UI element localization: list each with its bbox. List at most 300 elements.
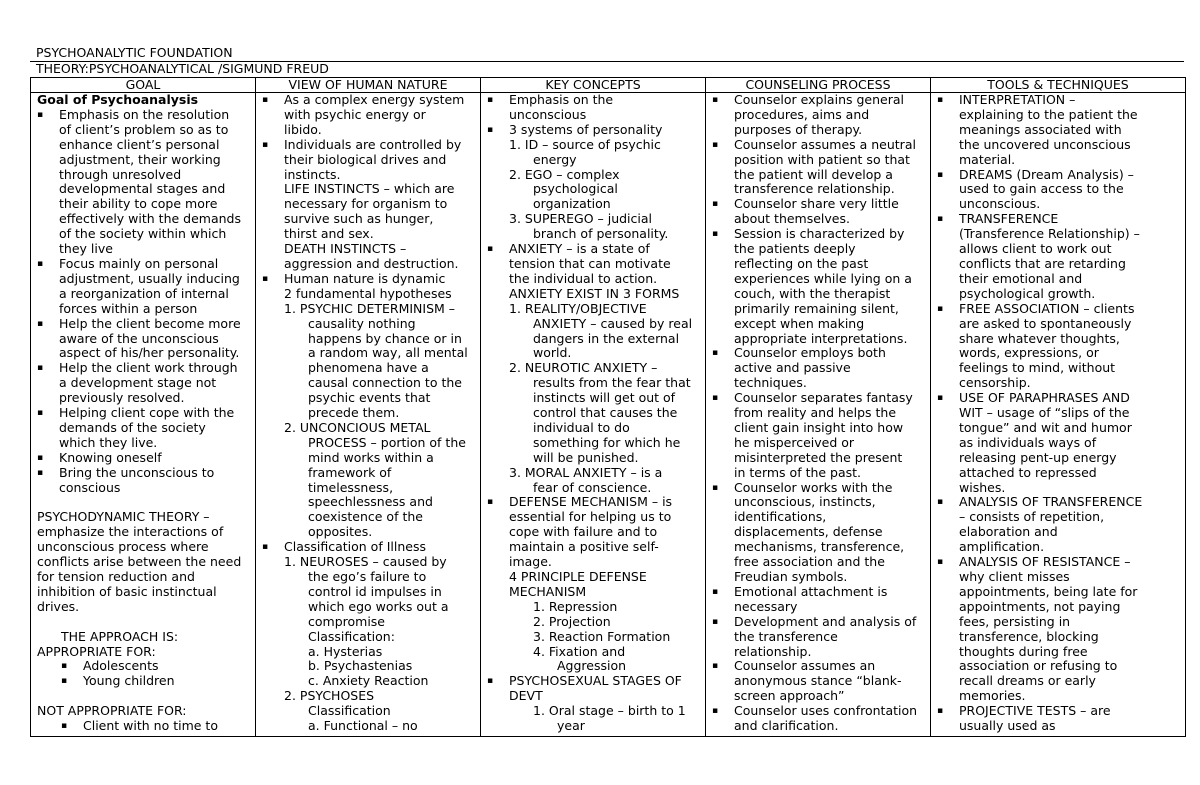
list-item: [931, 495, 1185, 510]
text-line: causal connection to the: [308, 375, 462, 391]
text-line: of client’s problem so as to: [59, 121, 229, 137]
text-line: timelessness,: [308, 479, 394, 495]
text-line: inhibition of basic instinctual: [37, 583, 217, 599]
text-line: mechanisms, transference,: [734, 539, 905, 555]
bullet-item: USE OF PARAPHRASES AND: [959, 390, 1130, 406]
text-line: tension that can motivate: [509, 255, 671, 271]
text-line: conscious: [59, 479, 121, 495]
bullet-icon: ▪: [262, 542, 269, 553]
text-line: a. Functional – no: [308, 718, 418, 734]
text-line: as individuals ways of: [959, 434, 1097, 450]
bullet-item: FREE ASSOCIATION – clients: [959, 300, 1135, 316]
text-line: DEATH INSTINCTS –: [284, 241, 407, 257]
text-line: Goal of Psychoanalysis: [37, 93, 199, 107]
text-line: misinterpreted the present: [734, 449, 903, 465]
text-line: unconscious process where: [37, 539, 209, 555]
document-title: PSYCHOANALYTIC FOUNDATION: [36, 45, 233, 60]
human-nature-cell-content: [256, 93, 480, 736]
text-line: results from the fear that: [533, 375, 691, 391]
text-line: fear of conscience.: [533, 479, 652, 495]
bullet-item: Counselor assumes a neutral: [734, 136, 916, 152]
text-line: will be punished.: [533, 449, 639, 465]
text-line: 1. Oral stage – birth to 1: [533, 703, 686, 719]
list-item: [31, 719, 255, 734]
bullet-item: Individuals are controlled by: [284, 136, 462, 152]
text-line: 2. NEUROTIC ANXIETY –: [509, 360, 658, 376]
text-line: thirst and sex.: [284, 226, 374, 242]
text-line: in terms of the past.: [734, 464, 862, 480]
list-item: [481, 674, 705, 689]
text-line: developmental stages and: [59, 181, 226, 197]
text-line: 2. Projection: [533, 613, 611, 629]
text-line: unconscious.: [959, 196, 1041, 212]
list-item: [31, 108, 255, 123]
bullet-item: Development and analysis of: [734, 613, 917, 629]
text-line: unconscious: [509, 106, 587, 122]
bullet-item: PSYCHOSEXUAL STAGES OF: [509, 673, 682, 689]
bullet-item: Helping client cope with the: [59, 405, 235, 421]
text-line: wishes.: [959, 479, 1006, 495]
text-line: – consists of repetition,: [959, 509, 1105, 525]
bullet-item: Focus mainly on personal: [59, 255, 219, 271]
text-line: emphasize the interactions of: [37, 524, 224, 540]
text-line: drives.: [37, 598, 80, 614]
text-line: 1. ID – source of psychic: [509, 136, 661, 152]
text-line: compromise: [308, 613, 385, 629]
text-line: PROCESS – portion of the: [308, 434, 466, 450]
bullet-item: Bring the unconscious to: [59, 464, 215, 480]
text-line: free association and the: [734, 554, 885, 570]
text-line: organization: [533, 196, 611, 212]
list-item: [706, 481, 930, 496]
text-line: their emotional and: [959, 270, 1083, 286]
text-line: tongue” and wit and humor: [959, 419, 1132, 435]
bullet-icon: ▪: [37, 363, 44, 374]
list-item: [31, 674, 255, 689]
column-header-view-of-human-nature: VIEW OF HUMAN NATURE: [256, 78, 481, 93]
text-line: fees, persisting in: [959, 613, 1071, 629]
text-line: happens by chance or in: [308, 330, 462, 346]
list-item: [256, 540, 480, 555]
bullet-icon: ▪: [262, 139, 269, 150]
text-line: appointments, not paying: [959, 598, 1121, 614]
bullet-icon: ▪: [712, 229, 719, 240]
text-line: effectively with the demands: [59, 211, 241, 227]
list-item: [706, 704, 930, 719]
text-line: amplification.: [959, 539, 1045, 555]
bullet-icon: ▪: [937, 214, 944, 225]
bullet-item: Counselor explains general: [734, 93, 904, 107]
text-line: used to gain access to the: [959, 181, 1124, 197]
text-line: Aggression: [557, 658, 627, 674]
text-line: their ability to cope more: [59, 196, 218, 212]
text-line: for tension reduction and: [37, 569, 195, 584]
bullet-item: Classification of Illness: [284, 539, 426, 555]
bullet-icon: ▪: [712, 393, 719, 404]
text-line: 1. REALITY/OBJECTIVE: [509, 300, 647, 316]
text-line: he misperceived or: [734, 434, 855, 450]
bullet-icon: ▪: [61, 661, 68, 672]
bullet-icon: ▪: [262, 95, 269, 105]
text-line: displacements, defense: [734, 524, 883, 540]
text-line: meanings associated with: [959, 121, 1122, 137]
text-line: techniques.: [734, 375, 807, 391]
bullet-item: Human nature is dynamic: [284, 270, 446, 286]
list-item: [931, 391, 1185, 406]
text-line: psychological growth.: [959, 285, 1096, 301]
header-row: [31, 78, 1186, 93]
bullet-item: PROJECTIVE TESTS – are: [959, 703, 1111, 719]
key-concepts-cell: [481, 93, 706, 737]
list-item: [706, 391, 930, 406]
bullet-item: Session is characterized by: [734, 226, 905, 242]
bullet-item: ANALYSIS OF TRANSFERENCE: [959, 494, 1143, 510]
text-line: maintain a positive self-: [509, 539, 659, 555]
bullet-icon: ▪: [262, 273, 269, 284]
text-line: conflicts arise between the need: [37, 554, 242, 570]
text-line: instincts will get out of: [533, 390, 676, 406]
text-line: 3. Reaction Formation: [533, 628, 671, 644]
bullet-item: Help the client work through: [59, 360, 238, 376]
list-item: [31, 317, 255, 332]
bullet-icon: ▪: [937, 557, 944, 568]
text-line: words, expressions, or: [959, 345, 1099, 361]
text-line: 2. EGO – complex: [509, 166, 620, 182]
text-line: a. Hysterias: [308, 643, 383, 659]
text-line: 2. PSYCHOSES: [284, 688, 375, 704]
text-line: control id impulses in: [308, 583, 442, 599]
bullet-icon: ▪: [487, 497, 494, 508]
list-item: [31, 466, 255, 481]
text-line: adjustment, usually inducing: [59, 270, 240, 286]
text-line: allows client to work out: [959, 241, 1112, 257]
text-line: identifications,: [734, 509, 827, 525]
text-line: with psychic energy or: [284, 106, 426, 122]
text-line: framework of: [308, 464, 392, 480]
text-line: necessary for organism to: [284, 196, 448, 212]
text-line: opposites.: [308, 524, 373, 540]
bullet-icon: ▪: [712, 482, 719, 493]
tools-techniques-cell: [931, 93, 1186, 737]
list-item: [931, 93, 1185, 108]
text-line: explaining to the patient the: [959, 106, 1138, 122]
text-line: NOT APPROPRIATE FOR:: [37, 703, 187, 719]
text-line: energy: [533, 151, 577, 167]
text-line: about themselves.: [734, 211, 850, 227]
text-line: Classification: [308, 703, 391, 719]
human-nature-cell: [256, 93, 481, 737]
text-line: world.: [533, 345, 572, 361]
text-line: unconscious, instincts,: [734, 494, 876, 510]
key-concepts-cell-content: [481, 93, 705, 736]
list-item: [706, 615, 930, 630]
text-line: appointments, being late for: [959, 583, 1138, 599]
bullet-item: Adolescents: [83, 658, 159, 674]
text-line: MECHANISM: [509, 583, 587, 599]
bullet-item: Counselor separates fantasy: [734, 390, 913, 406]
text-line: of the society within which: [59, 226, 227, 242]
text-line: PSYCHODYNAMIC THEORY –: [37, 509, 210, 525]
counseling-process-cell-content: [706, 93, 930, 736]
text-line: the ego’s failure to: [308, 569, 427, 584]
text-line: aspect of his/her personality.: [59, 345, 240, 361]
text-line: association or refusing to: [959, 658, 1118, 674]
text-line: Freudian symbols.: [734, 569, 848, 584]
bullet-icon: ▪: [37, 467, 44, 478]
bullet-icon: ▪: [37, 318, 44, 329]
text-line: share whatever thoughts,: [959, 330, 1120, 346]
text-line: LIFE INSTINCTS – which are: [284, 181, 455, 197]
list-item: [706, 227, 930, 242]
bullet-icon: ▪: [61, 721, 68, 732]
text-line: 3. SUPEREGO – judicial: [509, 211, 653, 227]
text-line: from reality and helps the: [734, 405, 897, 421]
bullet-item: Counselor employs both: [734, 345, 886, 361]
text-line: position with patient so that: [734, 151, 910, 167]
bullet-item: As a complex energy system: [284, 93, 465, 107]
text-line: phenomena have a: [308, 360, 429, 376]
list-item: [706, 659, 930, 674]
list-item: [256, 272, 480, 287]
text-line: previously resolved.: [59, 390, 185, 406]
bullet-icon: ▪: [712, 616, 719, 627]
text-line: relationship.: [734, 643, 812, 659]
text-line: couch, with the therapist: [734, 285, 891, 301]
column-header-counseling-process: COUNSELING PROCESS: [706, 78, 931, 93]
bullet-icon: ▪: [712, 95, 719, 105]
text-line: control that causes the: [533, 405, 678, 421]
bullet-icon: ▪: [937, 497, 944, 508]
list-item: [931, 704, 1185, 719]
text-line: ANXIETY – caused by real: [533, 315, 693, 331]
text-line: [31, 689, 255, 704]
list-item: [706, 93, 930, 108]
text-line: THE APPROACH IS:: [61, 628, 179, 644]
text-line: releasing pent-up energy: [959, 449, 1117, 465]
text-line: a reorganization of internal: [59, 285, 229, 301]
bullet-icon: ▪: [37, 109, 44, 120]
list-item: [706, 197, 930, 212]
bullet-item: Counselor assumes an: [734, 658, 876, 674]
bullet-icon: ▪: [937, 393, 944, 404]
bullet-icon: ▪: [487, 244, 494, 255]
goal-cell: [31, 93, 256, 737]
bullet-icon: ▪: [712, 348, 719, 359]
list-item: [931, 555, 1185, 570]
text-line: procedures, aims and: [734, 106, 870, 122]
text-line: and clarification.: [734, 718, 839, 734]
text-line: the uncovered unconscious: [959, 136, 1131, 152]
text-line: which they live.: [59, 434, 158, 450]
text-line: why client misses: [959, 569, 1070, 584]
text-line: a development stage not: [59, 375, 217, 391]
text-line: causality nothing: [308, 315, 416, 331]
text-line: year: [557, 718, 585, 734]
text-line: anonymous stance “blank-: [734, 673, 902, 689]
text-line: adjustment, their working: [59, 151, 221, 167]
bullet-icon: ▪: [487, 124, 494, 135]
list-item: [31, 361, 255, 376]
bullet-icon: ▪: [712, 199, 719, 210]
content-row: [31, 93, 1186, 737]
bullet-item: DREAMS (Dream Analysis) –: [959, 166, 1134, 182]
list-item: [706, 138, 930, 153]
text-line: 1. Repression: [533, 598, 618, 614]
text-line: cope with failure and to: [509, 524, 658, 540]
bullet-item: Emphasis on the resolution: [59, 106, 230, 122]
bullet-item: Knowing oneself: [59, 449, 162, 465]
text-line: the transference: [734, 628, 838, 644]
text-line: purposes of therapy.: [734, 121, 863, 137]
bullet-item: ANALYSIS OF RESISTANCE –: [959, 554, 1131, 570]
text-line: 4 PRINCIPLE DEFENSE: [509, 569, 647, 584]
bullet-icon: ▪: [712, 661, 719, 672]
bullet-item: Counselor share very little: [734, 196, 899, 212]
column-header-tools-techniques: TOOLS & TECHNIQUES: [931, 78, 1186, 93]
list-item: [706, 346, 930, 361]
text-line: b. Psychastenias: [308, 658, 413, 674]
text-line: through unresolved: [59, 166, 182, 182]
column-header-key-concepts: KEY CONCEPTS: [481, 78, 706, 93]
bullet-item: Emotional attachment is: [734, 583, 888, 599]
text-line: recall dreams or early: [959, 673, 1096, 689]
text-line: individual to do: [533, 419, 630, 435]
bullet-item: Counselor works with the: [734, 479, 893, 495]
list-item: [31, 659, 255, 674]
text-line: [31, 615, 255, 630]
bullet-item: Emphasis on the: [509, 93, 614, 107]
text-line: usually used as: [959, 718, 1056, 734]
list-item: [931, 302, 1185, 317]
text-line: experiences while lying on a: [734, 270, 912, 286]
bullet-icon: ▪: [712, 586, 719, 597]
text-line: primarily remaining silent,: [734, 300, 899, 316]
bullet-icon: ▪: [712, 139, 719, 150]
text-line: psychic events that: [308, 390, 431, 406]
bullet-icon: ▪: [61, 676, 68, 687]
text-line: appropriate interpretations.: [734, 330, 908, 346]
tools-techniques-cell-content: [931, 93, 1185, 736]
list-item: [31, 451, 255, 466]
bullet-icon: ▪: [937, 95, 944, 105]
goal-cell-content: [31, 93, 255, 736]
text-line: aggression and destruction.: [284, 255, 459, 271]
text-line: demands of the society: [59, 419, 206, 435]
text-line: branch of personality.: [533, 226, 669, 242]
list-item: [931, 212, 1185, 227]
text-line: dangers in the external: [533, 330, 680, 346]
text-line: elaboration and: [959, 524, 1058, 540]
list-item: [256, 138, 480, 153]
text-line: thoughts during free: [959, 643, 1088, 659]
text-line: except when making: [734, 315, 865, 331]
list-item: [481, 123, 705, 138]
list-item: [706, 585, 930, 600]
text-line: memories.: [959, 688, 1026, 704]
text-line: 3. MORAL ANXIETY – is a: [509, 464, 663, 480]
text-line: c. Anxiety Reaction: [308, 673, 429, 689]
bullet-icon: ▪: [937, 303, 944, 314]
list-item: [481, 495, 705, 510]
summary-table: [30, 77, 1186, 737]
bullet-icon: ▪: [487, 95, 494, 105]
text-line: transference relationship.: [734, 181, 895, 197]
text-line: they live: [59, 241, 113, 257]
text-line: conflicts that are retarding: [959, 255, 1126, 271]
bullet-icon: ▪: [37, 408, 44, 419]
text-line: mind works within a: [308, 449, 434, 465]
text-line: the individual to action.: [509, 270, 658, 286]
text-line: essential for helping us to: [509, 509, 672, 525]
text-line: image.: [509, 554, 552, 570]
text-line: speechlessness and: [308, 494, 433, 510]
text-line: DEVT: [509, 688, 543, 704]
bullet-icon: ▪: [37, 452, 44, 463]
text-line: aware of the unconscious: [59, 330, 219, 346]
text-line: APPROPRIATE FOR:: [37, 643, 156, 659]
text-line: ANXIETY EXIST IN 3 FORMS: [509, 285, 680, 301]
text-line: 1. NEUROSES – caused by: [284, 554, 447, 570]
bullet-item: Help the client become more: [59, 315, 241, 331]
list-item: [31, 406, 255, 421]
bullet-item: TRANSFERENCE: [959, 211, 1059, 227]
text-line: precede them.: [308, 405, 400, 421]
bullet-icon: ▪: [937, 169, 944, 180]
text-line: transference, blocking: [959, 628, 1099, 644]
counseling-process-cell: [706, 93, 931, 737]
text-line: (Transference Relationship) –: [959, 226, 1140, 242]
text-line: reflecting on the past: [734, 255, 869, 271]
title-rule: [30, 61, 1184, 62]
list-item: [256, 93, 480, 108]
text-line: enhance client’s personal: [59, 136, 220, 152]
bullet-icon: ▪: [487, 676, 494, 687]
text-line: attached to repressed: [959, 464, 1097, 480]
text-line: forces within a person: [59, 300, 198, 316]
text-line: screen approach”: [734, 688, 845, 704]
text-line: Classification:: [308, 628, 395, 644]
list-item: [31, 257, 255, 272]
list-item: [481, 242, 705, 257]
text-line: a random way, all mental: [308, 345, 468, 361]
text-line: censorship.: [959, 375, 1031, 391]
text-line: instincts.: [284, 166, 341, 182]
bullet-icon: ▪: [937, 706, 944, 717]
bullet-item: DEFENSE MECHANISM – is: [509, 494, 673, 510]
bullet-icon: ▪: [37, 258, 44, 269]
text-line: the patients deeply: [734, 241, 856, 257]
text-line: coexistence of the: [308, 509, 423, 525]
text-line: active and passive: [734, 360, 851, 376]
text-line: which ego works out a: [308, 598, 449, 614]
text-line: client gain insight into how: [734, 419, 904, 435]
bullet-item: 3 systems of personality: [509, 121, 663, 137]
text-line: libido.: [284, 121, 322, 137]
text-line: their biological drives and: [284, 151, 447, 167]
text-line: something for which he: [533, 434, 681, 450]
bullet-item: Client with no time to: [83, 718, 218, 734]
text-line: [31, 495, 255, 510]
text-line: necessary: [734, 598, 798, 614]
text-line: psychological: [533, 181, 618, 197]
text-line: 2 fundamental hypotheses: [284, 285, 452, 301]
theory-heading: THEORY:PSYCHOANALYTICAL /SIGMUND FREUD: [36, 61, 329, 76]
column-header-goal: GOAL: [31, 78, 256, 93]
bullet-item: INTERPRETATION –: [959, 93, 1076, 107]
text-line: are asked to spontaneously: [959, 315, 1132, 331]
text-line: 1. PSYCHIC DETERMINISM –: [284, 300, 456, 316]
bullet-item: Young children: [83, 673, 175, 689]
